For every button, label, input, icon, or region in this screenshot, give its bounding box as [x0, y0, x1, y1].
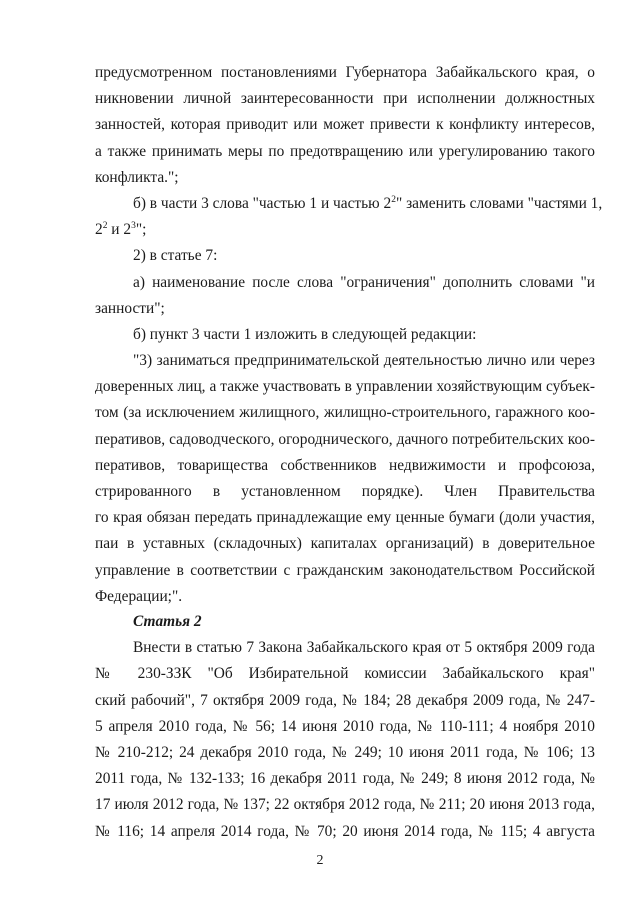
text-line: доверенных лиц, а также участвовать в управлении хозяйствующим субъек- [95, 378, 595, 396]
text-fragment: 2 [95, 221, 103, 239]
text-line: б) пункт 3 части 1 изложить в следующей редакции: [133, 325, 477, 343]
text-line: том (за исключением жилищного, жилищно-строительного, гаражного коо- [95, 404, 595, 422]
text-line: конфликта."; [95, 168, 179, 186]
text-line: "3) заниматься предпринимательской деятельностью лично или через [133, 352, 595, 370]
text-fragment: "; [135, 221, 147, 239]
text-line: перативов, садоводческого, огороднического, дачного потребительских коо- [95, 430, 595, 448]
text-line: го края обязан передать принадлежащие ему ценные бумаги (доли участия, [95, 509, 595, 527]
article-heading: Статья 2 [133, 613, 202, 630]
text-line: 5 апреля 2010 года, № 56; 14 июня 2010 года, № 110-111; 4 ноября 2010 [95, 717, 595, 735]
superscript: 2 [102, 221, 108, 232]
text-line: занностей, которая приводит или может привести к конфликту интересов, [95, 116, 595, 134]
text-fragment: " заменить словами "частями 1, [395, 194, 603, 212]
text-line: 2) в статье 7: [133, 247, 218, 265]
body-text-part-1 [95, 60, 603, 610]
text-line: 2011 года, № 132-133; 16 декабря 2011 года, № 249; 8 июня 2012 года, № [95, 770, 595, 788]
text-line-with-superscript [95, 217, 595, 243]
text-line: управление в соответствии с гражданским законодательством Российской [95, 561, 595, 579]
text-line: предусмотренном постановлениями Губернатора Забайкальского края, о [95, 64, 595, 81]
text-line: перативов, товарищества собственников недвижимости и профсоюза, [95, 456, 595, 474]
text-line: никновении личной заинтересованности при исполнении должностных [95, 90, 595, 108]
text-fragment: и 2 [107, 221, 132, 239]
text-line: № 116; 14 апреля 2014 года, № 70; 20 июня 2014 года, № 115; 4 августа [95, 822, 595, 840]
text-line: а также принимать меры по предотвращению или урегулированию такого [95, 142, 595, 160]
text-fragment: б) в части 3 слова "частью 1 и частью 2 [133, 194, 392, 212]
body-text-part-2 [95, 609, 595, 845]
superscript: 2 [391, 194, 396, 205]
superscript: 3 [131, 221, 136, 232]
text-line: стрированного в установленном порядке). Член Правительства [95, 483, 595, 500]
text-line: занности"; [95, 299, 165, 317]
text-line: № 230-ЗЗК "Об Избирательной комиссии Забайкальского края" [95, 665, 595, 683]
page-number: 2 [316, 853, 324, 868]
text-line-with-superscript [95, 191, 603, 217]
text-line: ский рабочий", 7 октября 2009 года, № 184; 28 декабря 2009 года, № 247- [95, 691, 595, 709]
text-line: 17 июля 2012 года, № 137; 22 октября 2012 года, № 211; 20 июня 2013 года, [95, 796, 595, 814]
text-line: № 210-212; 24 декабря 2010 года, № 249; 10 июня 2011 года, № 106; 13 [95, 743, 595, 761]
text-line: Внести в статью 7 Закона Забайкальского края от 5 октября 2009 года [133, 639, 595, 657]
text-line: Федерации;". [95, 587, 183, 605]
text-line: а) наименование после слова "ограничения" дополнить словами "и [133, 273, 595, 291]
text-line: паи в уставных (складочных) капиталах организаций) в доверительное [95, 535, 595, 553]
